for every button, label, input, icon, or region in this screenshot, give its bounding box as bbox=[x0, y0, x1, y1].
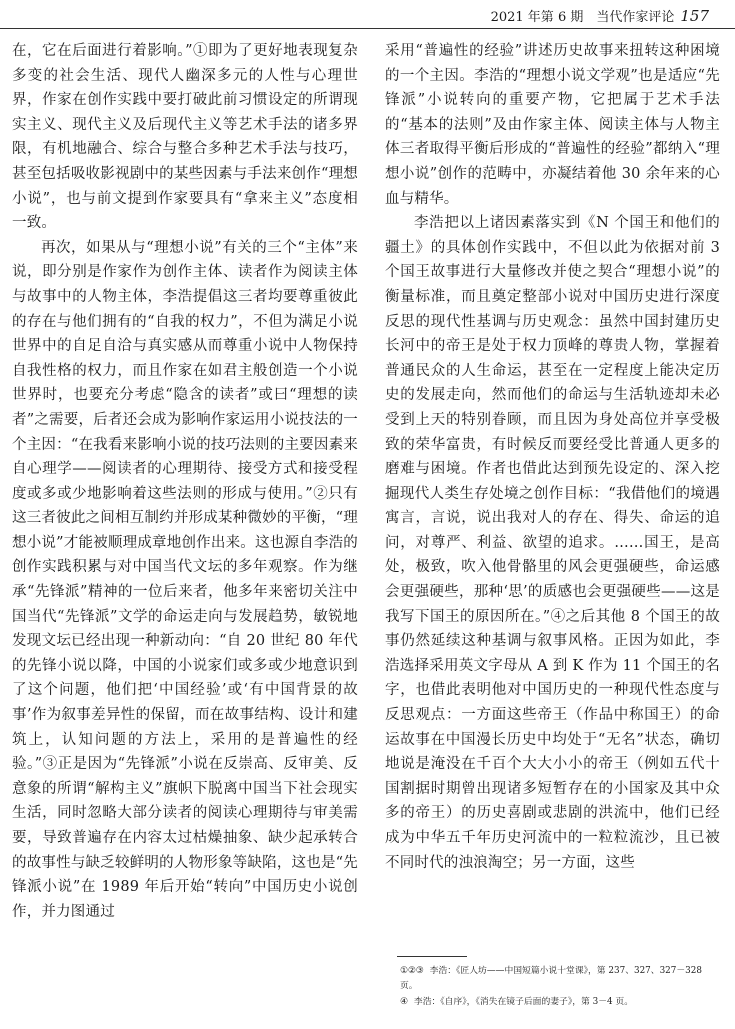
paragraph: 李浩把以上诸因素落实到《N 个国王和他们的疆土》的具体创作实践中，不但以此为依据对前 3 个国王故事进行大量修改并使之契合“理想小说”的衡量标准，而且奠定整部小说对中国历史进行深度反思的现代性基调与历史观念：虽然中国封建历史长河中的帝王是处于权力顶峰的尊贵人物，掌握着普通民众的人生命运，甚至在一定程度上能决定历史的发展走向，然而他们的命运与生活轨迹却未必受到上天的特别眷顾，而且因为身处高位并享受极致的荣华富贵，有时候反而要经受比普通人更多的磨难与困境。作者也借此达到预先设定的、深入挖掘现代人类生存处境之创作目标：“我借他们的境遇寓言，言说，说出我对人的存在、得失、命运的追问，对尊严、利益、欲望的追求。……国王，是高处，极致，吹入他骨骼里的风会更强硬些，命运感会更强硬些，那种‘思’的质感也会更强硬些——这是我写下国王的原因所在。”④之后其他 8 个国王的故事仍然延续这种基调与叙事风格。正因为如此，李浩选择采用英文字母从 A 到 K 作为 11 个国王的名字，也借此表明他对中国历史的一种现代性态度与反思观点：一方面这些帝王（作品中称国王）的命运故事在中国漫长历史中均处于“无名”状态，确切地说是淹没在千百个大大小小的帝王（例如五代十国割据时期曾出现诸多短暂存在的小国家及其中众多的帝王）的历史喜剧或悲剧的洪流中，他们已经成为中华五千年历史河流中的一粒粒流沙，且已被不同时代的浊浪淘空；另一方面，这些 bbox=[385, 215, 720, 871]
footnote-text: 李浩：《自序》，《消失在镜子后面的妻子》，第 3－4 页。 bbox=[413, 997, 634, 1007]
footnote bbox=[400, 995, 720, 1010]
footnotes bbox=[400, 964, 720, 1012]
footnote-mark: ④ bbox=[400, 997, 408, 1007]
right-column bbox=[385, 39, 720, 875]
running-header bbox=[0, 0, 735, 30]
footnote bbox=[400, 964, 720, 993]
paragraph: 再次，如果从与“理想小说”有关的三个“主体”来说，即分别是作家作为创作主体、读者作为阅读主体与故事中的人物主体，李浩提倡这三者均要尊重彼此的存在与他们拥有的“自我的权力”，不但为满足小说世界中的自足自洽与真实感从而尊重小说中人物保持自我性格的权力，而且作家在如君主般创造一个小说世界时，也要充分考虑“隐含的读者”或曰“理想的读者”之需要，后者还会成为影响作家运用小说技法的一个主因：“在我看来影响小说的技巧法则的主要因素来自心理学——阅读者的心理期待、接受方式和接受程度或多或少地影响着这些法则的形成与使用。”②只有这三者彼此之间相互制约并形成某种微妙的平衡，“理想小说”才能被顺理成章地创作出来。这也源自李浩的创作实践积累与对中国当代文坛的多年观察。作为继承“先锋派”精神的一位后来者，他多年来密切关注中国当代“先锋派”文学的命运走向与发展趋势，敏锐地发现文坛已经出现一种新动向：“自 20 世纪 80 年代的先锋小说以降，中国的小说家们或多或少地意识到了这个问题，他们把‘中国经验’或‘有中国背景的故事’作为叙事差异性的保留，而在故事结构、设计和建筑上，认知问题的方法上，采用的是普遍性的经验。”③正是因为“先锋派”小说在反崇高、反审美、反意象的所谓“解构主义”旗帜下脱离中国当下社会现实生活，同时忽略大部分读者的阅读心理期待与审美需要，导致普遍存在内容太过枯燥抽象、缺少起承转合的故事性与缺乏较鲜明的人物形象等缺陷，这也是“先锋派小说”在 1989 年后开始“转向”中国历史小说创作，并力图通过 bbox=[12, 239, 358, 920]
header-rule bbox=[0, 28, 735, 29]
footnote-mark: ①②③ bbox=[400, 966, 424, 976]
footnote-rule bbox=[397, 956, 467, 957]
journal-issue bbox=[491, 6, 709, 25]
left-column bbox=[12, 39, 358, 924]
paragraph: 在，它在后面进行着影响。”①即为了更好地表现复杂多变的社会生活、现代人幽深多元的人性与心理世界，作家在创作实践中要打破此前习惯设定的所谓现实主义、现代主义及后现代主义等艺术手法的诸多界限，有机地融合、综合与整合多种艺术手法与技巧，甚至包括吸收影视剧中的某些因素与手法来创作“理想小说”，也与前文提到作家要具有“拿来主义”态度相一致。 bbox=[12, 43, 358, 232]
journal-issue-label: 2021 年第 6 期 当代作家评论 bbox=[490, 10, 675, 25]
page-number: 157 bbox=[680, 7, 709, 25]
footnote-text: 李浩：《匠人坊——中国短篇小说十堂课》，第 237、327、327－328 页。 bbox=[400, 966, 702, 991]
paragraph: 采用“普遍性的经验”讲述历史故事来扭转这种困境的一个主因。李浩的“理想小说文学观”也是适应“先锋派”小说转向的重要产物，它把属于艺术手法的“基本的法则”及由作家主体、阅读主体与人物主体三者取得平衡后形成的“普遍性的经验”都纳入“理想小说”创作的范畴中，亦凝结着他 30 余年来的心血与精华。 bbox=[385, 43, 720, 207]
